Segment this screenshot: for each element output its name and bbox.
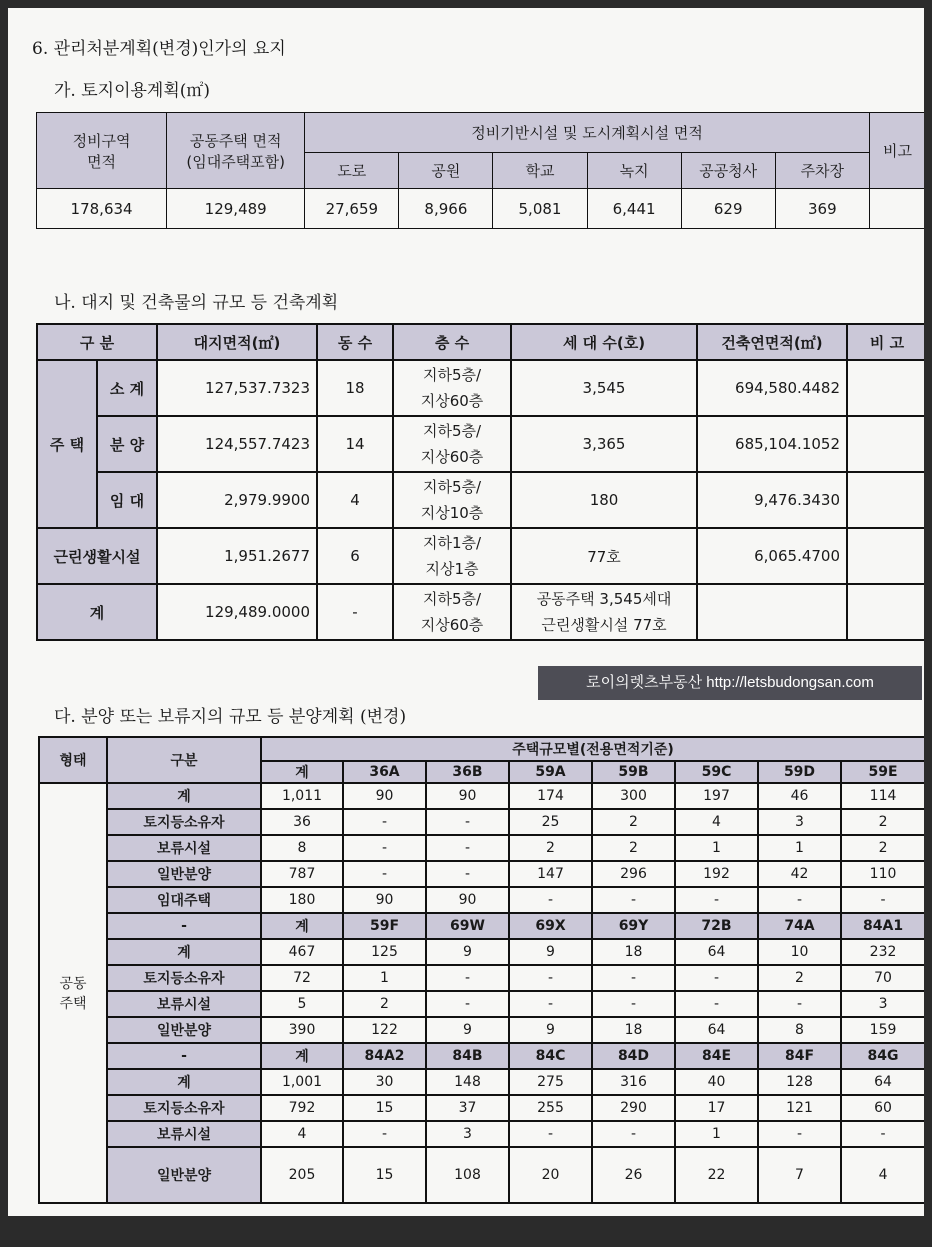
table-cell: 9 — [426, 1017, 509, 1043]
table-cell: - — [592, 991, 675, 1017]
table-cell: 205 — [261, 1147, 343, 1203]
header-infra-group: 정비기반시설 및 도시계획시설 면적 — [305, 113, 870, 153]
land-use-table — [36, 112, 924, 229]
row-label: 보류시설 — [107, 835, 261, 861]
row-label: 근린생활시설 — [37, 528, 157, 584]
site-area-cell: 124,557.7423 — [157, 416, 317, 472]
units-cell: 77호 — [511, 528, 697, 584]
header-zone-area: 정비구역 면적 — [37, 113, 167, 189]
table-cell: 18 — [592, 939, 675, 965]
table-cell: - — [841, 1121, 924, 1147]
table-cell: 36 — [261, 809, 343, 835]
table-cell: 9 — [509, 939, 592, 965]
table-cell: 6,441 — [587, 189, 681, 229]
size-header-cell: 69Y — [592, 913, 675, 939]
row-label: 토지등소유자 — [107, 1095, 261, 1121]
table-cell: 316 — [592, 1069, 675, 1095]
header-park: 공원 — [399, 153, 493, 189]
table-cell: 3 — [841, 991, 924, 1017]
size-header-cell: 계 — [261, 761, 343, 783]
header-public-office: 공공청사 — [681, 153, 775, 189]
table-cell: 147 — [509, 861, 592, 887]
header-green: 녹지 — [587, 153, 681, 189]
size-header-cell: 84E — [675, 1043, 758, 1069]
units-cell: 3,545 — [511, 360, 697, 416]
table-cell: 232 — [841, 939, 924, 965]
table-cell: 128 — [758, 1069, 841, 1095]
table-cell: - — [509, 991, 592, 1017]
land-use-title: 가. 토지이용계획(㎡) — [54, 81, 211, 101]
table-cell: - — [426, 861, 509, 887]
size-header-cell: 59E — [841, 761, 924, 783]
header-floors: 층 수 — [393, 324, 511, 360]
note-cell — [847, 472, 924, 528]
table-cell: 72 — [261, 965, 343, 991]
gfa-cell: 685,104.1052 — [697, 416, 847, 472]
table-cell: 2 — [758, 965, 841, 991]
note-cell — [847, 584, 924, 640]
size-header-cell: 36A — [343, 761, 426, 783]
floors-cell: 지하1층/ 지상1층 — [393, 528, 511, 584]
building-plan-title: 나. 대지 및 건축물의 규모 등 건축계획 — [54, 293, 339, 313]
table-cell: 2 — [841, 835, 924, 861]
buildings-cell: 14 — [317, 416, 393, 472]
buildings-cell: 4 — [317, 472, 393, 528]
table-cell: - — [592, 965, 675, 991]
floors-cell: 지하5층/ 지상60층 — [393, 584, 511, 640]
size-header-cell: 계 — [261, 1043, 343, 1069]
table-cell: 90 — [426, 887, 509, 913]
table-cell: 5,081 — [493, 189, 587, 229]
table-cell: 8 — [758, 1017, 841, 1043]
header-road: 도로 — [305, 153, 399, 189]
size-header-cell: 69X — [509, 913, 592, 939]
site-area-cell: 129,489.0000 — [157, 584, 317, 640]
header-buildings: 동 수 — [317, 324, 393, 360]
table-cell: 20 — [509, 1147, 592, 1203]
table-cell: - — [675, 991, 758, 1017]
size-header-cell: 72B — [675, 913, 758, 939]
table-cell: 4 — [261, 1121, 343, 1147]
row-label: 일반분양 — [107, 1147, 261, 1203]
row-label: 보류시설 — [107, 991, 261, 1017]
table-cell: 46 — [758, 783, 841, 809]
table-cell: 15 — [343, 1095, 426, 1121]
table-cell: 1,011 — [261, 783, 343, 809]
header-class: 구 분 — [37, 324, 157, 360]
housing-group-label: 주 택 — [37, 360, 97, 528]
table-cell: 467 — [261, 939, 343, 965]
table-cell: 64 — [841, 1069, 924, 1095]
size-header-cell: 84D — [592, 1043, 675, 1069]
size-header-cell: 계 — [261, 913, 343, 939]
table-cell: 37 — [426, 1095, 509, 1121]
table-cell: 64 — [675, 1017, 758, 1043]
size-header-cell: 69W — [426, 913, 509, 939]
table-cell: - — [426, 835, 509, 861]
header-housing-area: 공동주택 면적 (임대주택포함) — [167, 113, 305, 189]
table-cell: 180 — [261, 887, 343, 913]
table-cell: 64 — [675, 939, 758, 965]
header-size-group: 주택규모별(전용면적기준) — [261, 737, 924, 761]
size-header-cell: 74A — [758, 913, 841, 939]
size-header-cell: 59B — [592, 761, 675, 783]
table-cell: 148 — [426, 1069, 509, 1095]
size-header-cell: 59C — [675, 761, 758, 783]
size-header-cell: 84B — [426, 1043, 509, 1069]
table-cell: 15 — [343, 1147, 426, 1203]
table-cell: 30 — [343, 1069, 426, 1095]
table-cell: 3 — [426, 1121, 509, 1147]
table-cell: 90 — [343, 783, 426, 809]
table-cell: 787 — [261, 861, 343, 887]
type-label: 공동 주택 — [39, 783, 107, 1203]
table-cell: 1 — [758, 835, 841, 861]
table-cell: 27,659 — [305, 189, 399, 229]
size-header-cell: 84C — [509, 1043, 592, 1069]
table-cell: - — [426, 809, 509, 835]
site-area-cell: 127,537.7323 — [157, 360, 317, 416]
table-cell: 7 — [758, 1147, 841, 1203]
table-cell: - — [343, 835, 426, 861]
table-cell: 121 — [758, 1095, 841, 1121]
units-cell: 180 — [511, 472, 697, 528]
table-cell: 290 — [592, 1095, 675, 1121]
size-header-cell: 84A1 — [841, 913, 924, 939]
table-cell: 197 — [675, 783, 758, 809]
table-cell: 90 — [343, 887, 426, 913]
table-cell: 9 — [426, 939, 509, 965]
table-cell: 5 — [261, 991, 343, 1017]
size-header-cell: 36B — [426, 761, 509, 783]
table-cell: 792 — [261, 1095, 343, 1121]
table-cell: - — [426, 965, 509, 991]
table-cell: 40 — [675, 1069, 758, 1095]
floors-cell: 지하5층/ 지상60층 — [393, 416, 511, 472]
units-cell: 3,365 — [511, 416, 697, 472]
size-header-cell: 84A2 — [343, 1043, 426, 1069]
table-cell: 296 — [592, 861, 675, 887]
document-page — [8, 8, 924, 1216]
gfa-cell: 6,065.4700 — [697, 528, 847, 584]
table-cell: 2 — [592, 809, 675, 835]
table-cell: - — [509, 965, 592, 991]
table-cell: - — [509, 1121, 592, 1147]
table-cell: 174 — [509, 783, 592, 809]
table-cell: - — [758, 887, 841, 913]
table-cell: - — [675, 887, 758, 913]
row-label: 임 대 — [97, 472, 157, 528]
table-cell: 122 — [343, 1017, 426, 1043]
table-cell: - — [343, 861, 426, 887]
table-cell: 390 — [261, 1017, 343, 1043]
table-cell: 10 — [758, 939, 841, 965]
table-cell: - — [758, 1121, 841, 1147]
table-cell: - — [758, 991, 841, 1017]
table-cell: 369 — [775, 189, 869, 229]
table-cell: 114 — [841, 783, 924, 809]
table-cell: 629 — [681, 189, 775, 229]
table-cell: - — [509, 887, 592, 913]
table-cell: 2 — [343, 991, 426, 1017]
gfa-cell: 9,476.3430 — [697, 472, 847, 528]
table-cell: 4 — [841, 1147, 924, 1203]
table-cell: 192 — [675, 861, 758, 887]
table-cell: 26 — [592, 1147, 675, 1203]
buildings-cell: - — [317, 584, 393, 640]
table-cell: 4 — [675, 809, 758, 835]
table-cell: 25 — [509, 809, 592, 835]
building-plan-table — [36, 323, 924, 641]
row-label: 토지등소유자 — [107, 809, 261, 835]
floors-cell: 지하5층/ 지상60층 — [393, 360, 511, 416]
table-cell: - — [592, 1121, 675, 1147]
table-cell: 2 — [592, 835, 675, 861]
table-cell: - — [343, 1121, 426, 1147]
buildings-cell: 6 — [317, 528, 393, 584]
section-title: 6. 관리처분계획(변경)인가의 요지 — [32, 39, 286, 59]
size-header-cell: 59F — [343, 913, 426, 939]
header-school: 학교 — [493, 153, 587, 189]
buildings-cell: 18 — [317, 360, 393, 416]
sales-plan-title: 다. 분양 또는 보류지의 규모 등 분양계획 (변경) — [54, 707, 407, 727]
table-cell: 2 — [509, 835, 592, 861]
header-note: 비 고 — [847, 324, 924, 360]
table-cell: 300 — [592, 783, 675, 809]
table-cell: - — [675, 965, 758, 991]
table-cell: 125 — [343, 939, 426, 965]
note-cell — [847, 528, 924, 584]
table-cell: 178,634 — [37, 189, 167, 229]
table-cell: 17 — [675, 1095, 758, 1121]
table-cell: 8,966 — [399, 189, 493, 229]
table-cell: 8 — [261, 835, 343, 861]
block-separator-label: - — [107, 1043, 261, 1069]
size-header-cell: 59A — [509, 761, 592, 783]
table-cell: 1 — [675, 835, 758, 861]
note-cell — [847, 416, 924, 472]
table-cell: 129,489 — [167, 189, 305, 229]
row-label: 계 — [107, 1069, 261, 1095]
row-label: 토지등소유자 — [107, 965, 261, 991]
table-cell: 42 — [758, 861, 841, 887]
table-cell: 110 — [841, 861, 924, 887]
site-area-cell: 2,979.9900 — [157, 472, 317, 528]
row-label: 분 양 — [97, 416, 157, 472]
table-cell: 90 — [426, 783, 509, 809]
row-label: 일반분양 — [107, 861, 261, 887]
row-label: 계 — [107, 939, 261, 965]
table-cell: 18 — [592, 1017, 675, 1043]
table-cell: 2 — [841, 809, 924, 835]
row-label: 소 계 — [97, 360, 157, 416]
gfa-cell: 694,580.4482 — [697, 360, 847, 416]
watermark-banner: 로이의렛츠부동산 http://letsbudongsan.com — [538, 666, 922, 700]
note-cell — [847, 360, 924, 416]
table-cell: 70 — [841, 965, 924, 991]
sales-plan-table — [38, 736, 924, 1204]
table-cell: 60 — [841, 1095, 924, 1121]
table-cell: 1 — [675, 1121, 758, 1147]
table-cell: 1 — [343, 965, 426, 991]
gfa-cell — [697, 584, 847, 640]
table-cell — [869, 189, 924, 229]
table-cell: 159 — [841, 1017, 924, 1043]
table-cell: 9 — [509, 1017, 592, 1043]
row-label: 일반분양 — [107, 1017, 261, 1043]
table-cell: 22 — [675, 1147, 758, 1203]
size-header-cell: 84F — [758, 1043, 841, 1069]
table-cell: 108 — [426, 1147, 509, 1203]
table-cell: - — [592, 887, 675, 913]
size-header-cell: 59D — [758, 761, 841, 783]
row-label: 계 — [107, 783, 261, 809]
header-parking: 주차장 — [775, 153, 869, 189]
row-label: 계 — [37, 584, 157, 640]
table-cell: - — [426, 991, 509, 1017]
table-cell: 3 — [758, 809, 841, 835]
block-separator-label: - — [107, 913, 261, 939]
table-cell: 275 — [509, 1069, 592, 1095]
header-gfa: 건축연면적(㎡) — [697, 324, 847, 360]
table-cell: 1,001 — [261, 1069, 343, 1095]
table-cell: - — [343, 809, 426, 835]
units-cell: 공동주택 3,545세대 근린생활시설 77호 — [511, 584, 697, 640]
row-label: 임대주택 — [107, 887, 261, 913]
header-class: 구분 — [107, 737, 261, 783]
site-area-cell: 1,951.2677 — [157, 528, 317, 584]
header-site-area: 대지면적(㎡) — [157, 324, 317, 360]
size-header-cell: 84G — [841, 1043, 924, 1069]
header-note: 비고 — [869, 113, 924, 189]
header-units: 세 대 수(호) — [511, 324, 697, 360]
row-label: 보류시설 — [107, 1121, 261, 1147]
floors-cell: 지하5층/ 지상10층 — [393, 472, 511, 528]
table-cell: 255 — [509, 1095, 592, 1121]
header-type: 형태 — [39, 737, 107, 783]
table-cell: - — [841, 887, 924, 913]
